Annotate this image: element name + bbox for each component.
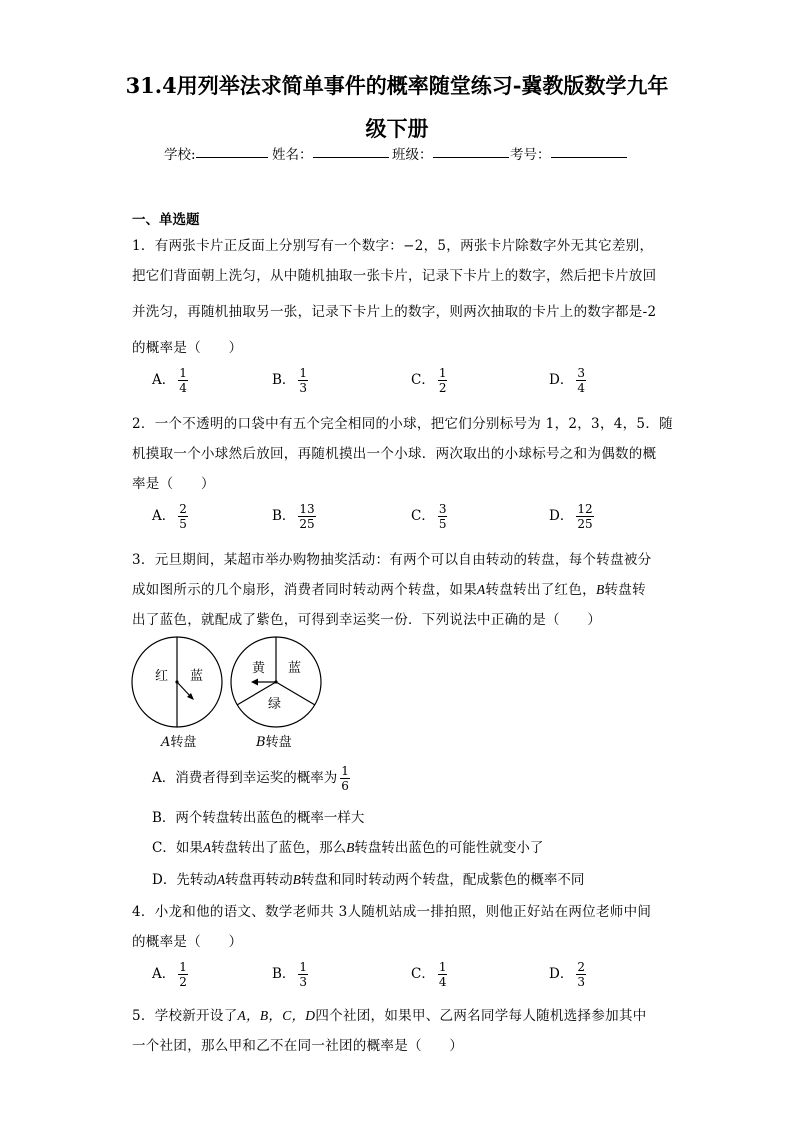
q2-line: 2．一个不透明的口袋中有五个完全相同的小球，把它们分别标号为 1，2，3，4，5．随 <box>132 416 673 432</box>
q4-line: 的概率是（ ） <box>132 934 243 950</box>
q2-option-a[interactable]: A． $\frac{2}{5}$ <box>152 502 187 531</box>
q2-line: 率是（ ） <box>132 476 215 492</box>
spinner-b-caption: B转盘 <box>256 735 292 750</box>
spinner-a-blue-label: 蓝 <box>190 669 204 684</box>
q3-option-b[interactable]: B．两个转盘转出蓝色的概率一样大 <box>152 810 365 826</box>
q4-option-a[interactable]: A． $\frac{1}{2}$ <box>152 960 187 989</box>
section-heading: 一、单选题 <box>132 212 200 228</box>
q1-option-a[interactable]: A． $\frac{1}{4}$ <box>152 366 187 395</box>
q5-line: 一个社团，那么甲和乙不在同一社团的概率是（ ） <box>132 1038 464 1054</box>
school-field[interactable]: 学校: <box>164 143 196 163</box>
q2-line: 机摸取一个小球然后放回，再随机摸出一个小球．两次取出的小球标号之和为偶数的概 <box>132 446 657 462</box>
spinner-a-red-label: 红 <box>155 669 169 684</box>
page-title: 31.4用列举法求简单事件的概率随堂练习-冀教版数学九年 <box>125 73 669 98</box>
q3-line: 出了蓝色，就配成了紫色，可得到幸运奖一份．下列说法中正确的是（ ） <box>132 612 602 628</box>
spinner-figure <box>130 636 330 752</box>
q4-option-c[interactable]: C． $\frac{1}{4}$ <box>411 960 447 989</box>
spinner-b-green-label: 绿 <box>268 697 282 712</box>
spinner-b-blue-label: 蓝 <box>288 661 302 676</box>
spinner-a-caption: A转盘 <box>161 735 197 750</box>
q3-line: 3．元旦期间，某超市举办购物抽奖活动：有两个可以自由转动的转盘，每个转盘被分 <box>132 552 652 568</box>
name-field[interactable]: 姓名： <box>272 143 313 163</box>
page-title-line2: 级下册 <box>365 116 429 141</box>
q1-line: 并洗匀，再随机抽取另一张，记录下卡片上的数字，则两次抽取的卡片上的数字都是-2 <box>132 304 657 320</box>
q2-option-d[interactable]: D． $\frac{12}{25}$ <box>549 502 593 531</box>
spinner-b <box>231 637 321 727</box>
spinner-a <box>132 637 222 727</box>
q3-option-d[interactable]: D．先转动A转盘再转动B转盘和同时转动两个转盘，配成紫色的概率不同 <box>152 872 585 888</box>
q4-line: 4．小龙和他的语文、数学老师共 3人随机站成一排拍照，则他正好站在两位老师中间 <box>132 904 652 920</box>
q4-option-b[interactable]: B． $\frac{1}{3}$ <box>272 960 308 989</box>
q1-line: 1．有两张卡片正反面上分别写有一个数字：−2，5，两张卡片除数字外无其它差别， <box>132 238 654 254</box>
class-field[interactable]: 班级： <box>392 143 433 163</box>
spinner-b-arrowhead <box>251 679 258 686</box>
q1-line: 把它们背面朝上洗匀，从中随机抽取一张卡片，记录下卡片上的数字，然后把卡片放回 <box>132 268 657 284</box>
q4-option-d[interactable]: D． $\frac{2}{3}$ <box>549 960 585 989</box>
q3-line: 成如图所示的几个扇形，消费者同时转动两个转盘，如果A转盘转出了红色，B转盘转 <box>132 582 646 598</box>
q1-option-d[interactable]: D． $\frac{3}{4}$ <box>549 366 585 395</box>
spinner-b-yellow-label: 黄 <box>252 661 266 676</box>
q3-option-c[interactable]: C．如果A转盘转出了蓝色，那么B转盘转出蓝色的可能性就变小了 <box>152 840 544 856</box>
q2-option-b[interactable]: B． $\frac{13}{25}$ <box>272 502 315 531</box>
q1-line: 的概率是（ ） <box>132 340 243 356</box>
q5-line: 5．学校新开设了A，B，C，D四个社团，如果甲、乙两名同学每人随机选择参加其中 <box>132 1008 647 1024</box>
q3-option-a[interactable]: A．消费者得到幸运奖的概率为 $\frac{1}{6}$ <box>152 764 349 793</box>
q2-option-c[interactable]: C． $\frac{3}{5}$ <box>411 502 447 531</box>
q1-option-b[interactable]: B． $\frac{1}{3}$ <box>272 366 308 395</box>
q1-option-c[interactable]: C． $\frac{1}{2}$ <box>411 366 447 395</box>
exam-number-field[interactable]: 考号： <box>510 143 551 163</box>
